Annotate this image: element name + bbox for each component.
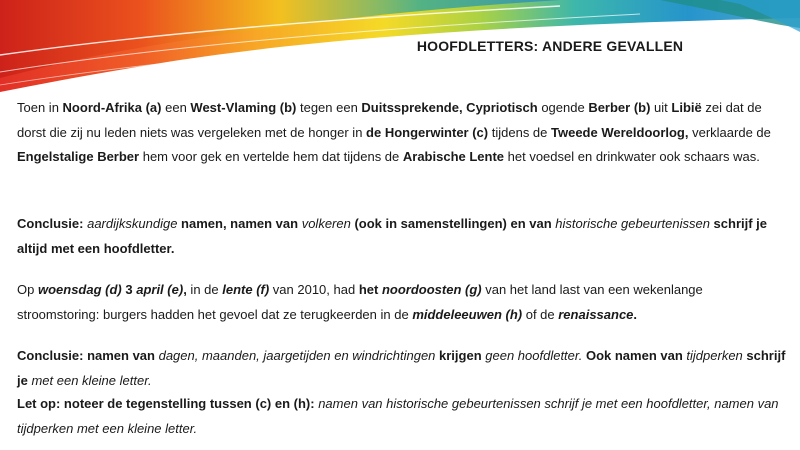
example-paragraph-1: Toen in Noord-Afrika (a) een West-Vlaming (b) tegen een Duitssprekende, Cypriotisch ogende Berber (b) uit Libië zei dat de dorst die zij nu leden niets was vergeleken met de honger in de Hongerwinter (c) tijdens de Tweede Wereldoorlog, verklaarde de Engelstalige Berber hem voor gek en vertelde hem dat tijdens de Arabische Lente het voedsel en drinkwater ook schaars was. <box>17 100 771 164</box>
note-paragraph: Let op: noteer de tegenstelling tussen (c) en (h): namen van historische gebeurtenissen schrijf je met een hoofdletter, namen van tijdperken met een kleine letter. <box>17 396 779 436</box>
slide-title: HOOFDLETTERS: ANDERE GEVALLEN <box>416 38 684 54</box>
conclusion-paragraph-1: Conclusie: aardijkskundige namen, namen van volkeren (ook in samenstellingen) en van historische gebeurtenissen schrijf je altijd met een hoofdletter. <box>17 216 768 256</box>
example-paragraph-2: Op woensdag (d) 3 april (e), in de lente (f) van 2010, had het noordoosten (g) van het land last van een wekenlange stroomstoring: burgers hadden het gevoel dat ze terugkeerden in de middeleeuwen (h) of de renaissance. <box>17 282 703 322</box>
conclusion-paragraph-2: Conclusie: namen van dagen, maanden, jaargetijden en windrichtingen krijgen geen hoofdletter. Ook namen van tijdperken schrijf je met een kleine letter. <box>17 348 786 388</box>
